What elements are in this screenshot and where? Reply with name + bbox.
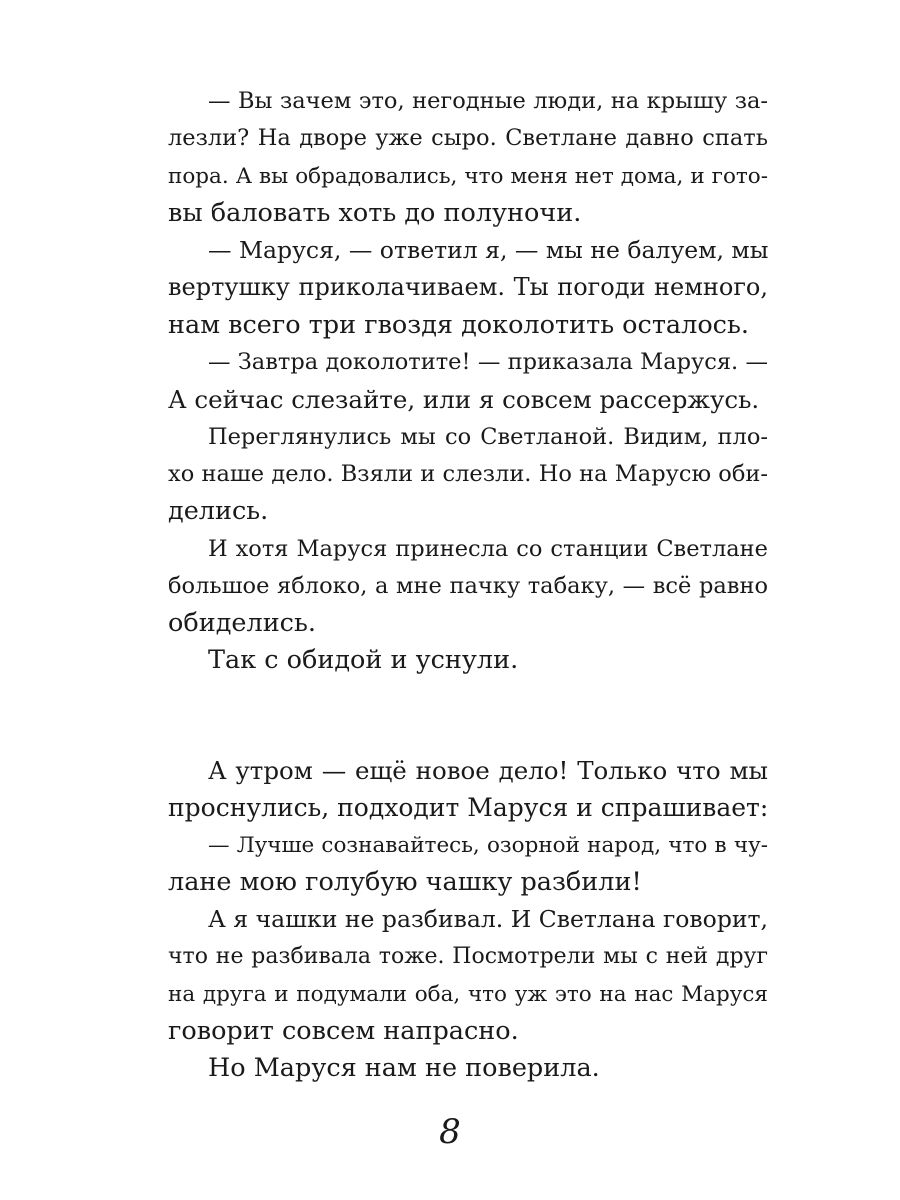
text-section-1	[168, 83, 768, 680]
text-section-2	[168, 752, 768, 1088]
text-line: проснулись, подходит Маруся и спрашивает:	[168, 793, 769, 823]
text-line: А сейчас слезайте, или я совсем рассержусь.	[168, 385, 760, 415]
text-line: лане мою голубую чашку разбили!	[168, 866, 642, 897]
text-line: А я чашки не разбивал. И Светлана говорит,	[208, 905, 768, 934]
text-line: на друга и подумали оба, что уж это на нас Маруся	[168, 981, 768, 1007]
text-line: вертушку приколачиваем. Ты погоди немного,	[168, 273, 768, 302]
text-line: Так с обидой и уснули.	[208, 645, 519, 676]
text-line: вы баловать хоть до полуночи.	[168, 197, 582, 228]
text-line: нам всего три гвоздя доколотить осталось.	[168, 309, 749, 340]
page-number: 8	[439, 1112, 461, 1152]
text-line: — Завтра доколотите! — приказала Маруся. —	[208, 349, 768, 376]
text-line: обиделись.	[168, 608, 316, 639]
text-line: Но Маруся нам не поверила.	[208, 1053, 600, 1084]
text-line: Переглянулись мы со Светланой. Видим, пло-	[208, 423, 768, 450]
text-line: — Лучше сознавайтесь, озорной народ, что в чу-	[208, 832, 768, 858]
text-line: — Маруся, — ответил я, — мы не балуем, мы	[208, 236, 769, 265]
text-line: А утром — ещё новое дело! Только что мы	[208, 756, 768, 785]
text-line: И хотя Маруся принесла со станции Светлане	[208, 535, 768, 562]
text-line: пора. А вы обрадовались, что меня нет дома, и гото-	[168, 163, 768, 189]
text-line: лезли? На дворе уже сыро. Светлане давно спать	[168, 125, 768, 152]
text-line: большое яблоко, а мне пачку табаку, — всё равно	[168, 572, 768, 599]
text-line: что не разбивала тоже. Посмотрели мы с ней друг	[168, 944, 768, 970]
text-line: хо наше дело. Взяли и слезли. Но на Марусю оби-	[168, 460, 768, 487]
text-line: говорит совсем напрасно.	[168, 1016, 519, 1047]
text-line: — Вы зачем это, негодные люди, на крышу за-	[208, 88, 768, 114]
text-line: делись.	[168, 496, 269, 527]
